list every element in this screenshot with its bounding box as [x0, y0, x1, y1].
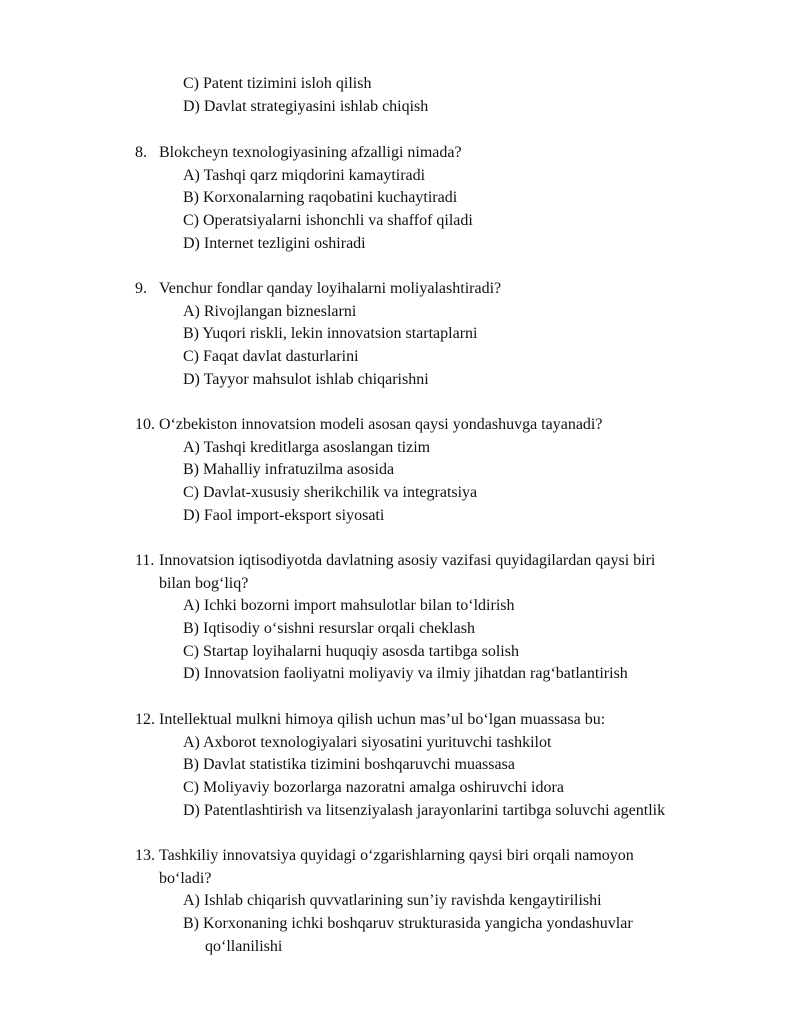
- option-text: D) Innovatsion faoliyatni moliyaviy va ilmiy jihatdan rag‘batlantirish: [183, 665, 628, 683]
- option: [0, 641, 800, 664]
- option: [0, 754, 800, 777]
- question-line: [0, 709, 800, 732]
- question-line-continued: [0, 868, 800, 891]
- question-text: bilan bog‘liq?: [159, 574, 249, 592]
- question-text: Intellektual mulkni himoya qilish uchun mas’ul bo‘lgan muassasa bu:: [159, 711, 606, 728]
- option-continued: [0, 936, 800, 959]
- option-text: B) Mahalliy infratuzilma asosida: [183, 461, 395, 479]
- option: [0, 96, 800, 119]
- option-text: C) Moliyaviy bozorlarga nazoratni amalga oshiruvchi idora: [183, 779, 564, 797]
- question-line: [0, 142, 800, 165]
- option-text: C) Davlat-xususiy sherikchilik va integratsiya: [183, 484, 478, 502]
- option: [0, 913, 800, 936]
- option: [0, 73, 800, 96]
- option-text: A) Rivojlangan bizneslarni: [183, 302, 357, 320]
- option: [0, 301, 800, 324]
- option: [0, 369, 800, 392]
- option-text: B) Korxonalarning raqobatini kuchaytiradi: [183, 189, 458, 207]
- question-number: 9.: [135, 280, 147, 297]
- option: [0, 482, 800, 505]
- question-number: 8.: [135, 144, 147, 161]
- option-text: B) Davlat statistika tizimini boshqaruvchi muassasa: [183, 756, 515, 774]
- option-text: A) Ichki bozorni import mahsulotlar bilan to‘ldirish: [183, 597, 515, 615]
- option-text: C) Operatsiyalarni ishonchli va shaffof qiladi: [183, 212, 473, 230]
- option-text: A) Tashqi kreditlarga asoslangan tizim: [183, 438, 431, 456]
- question-number: 11.: [135, 552, 155, 569]
- option-text: B) Korxonaning ichki boshqaruv strukturasida yangicha yondashuvlar: [183, 915, 633, 933]
- question-line: [0, 845, 800, 868]
- question-line: [0, 414, 800, 437]
- option-text: C) Faqat davlat dasturlarini: [183, 348, 359, 366]
- question-8: [0, 142, 800, 255]
- question-9: [0, 278, 800, 391]
- question-13: [0, 845, 800, 958]
- option-text: D) Davlat strategiyasini ishlab chiqish: [183, 97, 429, 115]
- question-number: 12.: [135, 711, 155, 728]
- option-text: qo‘llanilishi: [205, 937, 283, 955]
- option: [0, 800, 800, 823]
- option-text: B) Yuqori riskli, lekin innovatsion startaplarni: [183, 325, 478, 343]
- option-text: B) Iqtisodiy o‘sishni resurslar orqali cheklash: [183, 620, 475, 638]
- option: [0, 233, 800, 256]
- question-11: [0, 550, 800, 686]
- question-text: Venchur fondlar qanday loyihalarni moliyalashtiradi?: [159, 280, 502, 297]
- question-text: O‘zbekiston innovatsion modeli asosan qaysi yondashuvga tayanadi?: [159, 416, 603, 433]
- option: [0, 165, 800, 188]
- question-line-continued: [0, 573, 800, 596]
- option-text: C) Patent tizimini isloh qilish: [183, 75, 372, 92]
- option: [0, 663, 800, 686]
- option: [0, 210, 800, 233]
- option: [0, 777, 800, 800]
- option-text: D) Tayyor mahsulot ishlab chiqarishni: [183, 370, 429, 388]
- option-text: A) Ishlab chiqarish quvvatlarining sun’iy ravishda kengaytirilishi: [183, 892, 602, 910]
- continued-options: [0, 73, 800, 118]
- option: [0, 732, 800, 755]
- option-text: A) Tashqi qarz miqdorini kamaytiradi: [183, 166, 426, 184]
- option: [0, 346, 800, 369]
- option: [0, 505, 800, 528]
- question-line: [0, 550, 800, 573]
- option-text: D) Internet tezligini oshiradi: [183, 234, 366, 252]
- option: [0, 459, 800, 482]
- option: [0, 187, 800, 210]
- option: [0, 595, 800, 618]
- question-text: bo‘ladi?: [159, 869, 212, 887]
- option: [0, 618, 800, 641]
- question-line: [0, 278, 800, 301]
- question-10: [0, 414, 800, 527]
- option-text: C) Startap loyihalarni huquqiy asosda tartibga solish: [183, 642, 519, 660]
- question-text: Tashkiliy innovatsiya quyidagi o‘zgarishlarning qaysi biri orqali namoyon: [159, 847, 634, 864]
- question-number: 13.: [135, 847, 155, 864]
- question-text: Innovatsion iqtisodiyotda davlatning asosiy vazifasi quyidagilardan qaysi biri: [159, 552, 656, 569]
- question-text: Blokcheyn texnologiyasining afzalligi nimada?: [159, 144, 462, 161]
- option: [0, 323, 800, 346]
- option: [0, 890, 800, 913]
- option-text: D) Patentlashtirish va litsenziyalash jarayonlarini tartibga soluvchi agentlik: [183, 801, 666, 819]
- option-text: D) Faol import-eksport siyosati: [183, 506, 385, 524]
- option: [0, 437, 800, 460]
- question-12: [0, 709, 800, 822]
- option-text: A) Axborot texnologiyalari siyosatini yurituvchi tashkilot: [183, 733, 552, 751]
- question-number: 10.: [135, 416, 155, 433]
